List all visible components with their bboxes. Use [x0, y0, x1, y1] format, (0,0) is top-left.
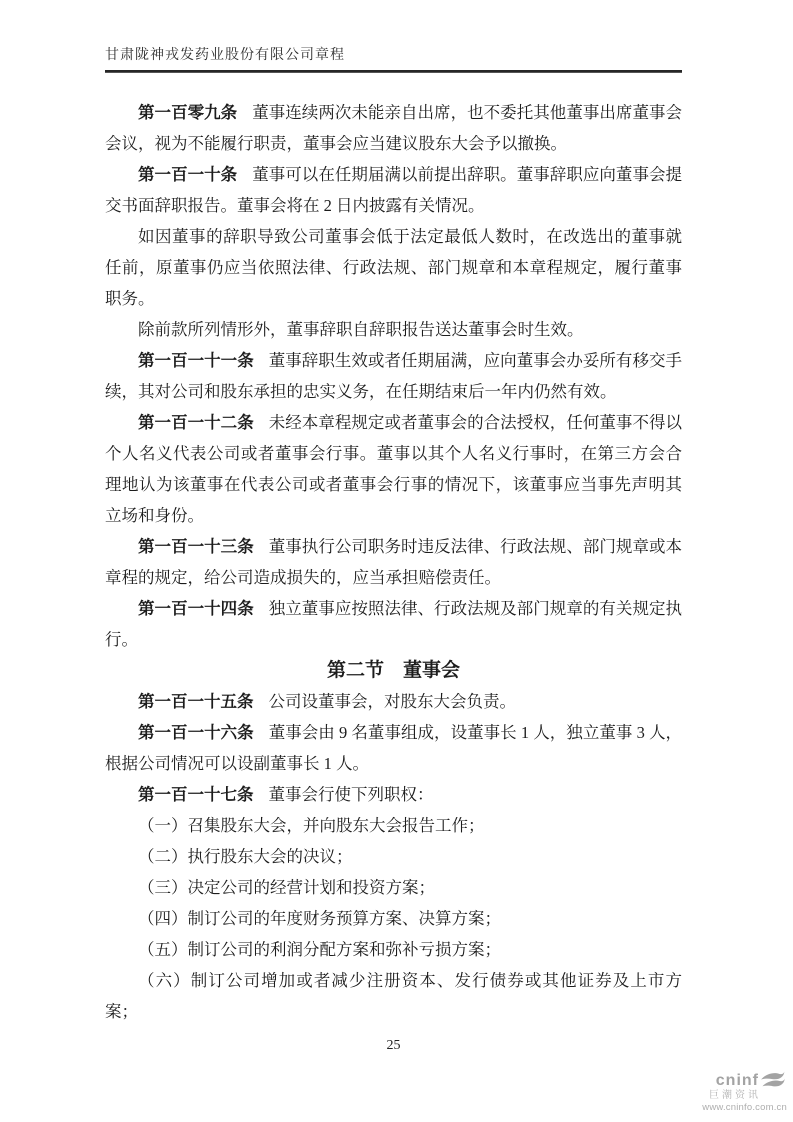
article-text: 董事连续两次未能亲自出席，也不委托其他董事出席董事会会议，视为不能履行职责，董事会应当建议股东大会予以撤换。: [105, 103, 683, 153]
list-item: （五）制订公司的利润分配方案和弥补亏损方案；: [138, 940, 501, 959]
article-paragraph: [105, 779, 682, 810]
article-text: 独立董事应按照法律、行政法规及部门规章的有关规定执行。: [105, 599, 683, 649]
article-number: 第一百一十三条: [138, 537, 254, 556]
list-item: （一）召集股东大会，并向股东大会报告工作；: [138, 816, 485, 835]
list-item: （六）制订公司增加或者减少注册资本、发行债券或其他证券及上市方案；: [105, 971, 682, 1021]
company-title: 甘肃陇神戎发药业股份有限公司章程: [105, 48, 345, 63]
article-number: 第一百零九条: [138, 103, 238, 122]
list-item: （二）执行股东大会的决议；: [138, 847, 353, 866]
cninfo-brand-text: cninf: [715, 1071, 759, 1089]
cninfo-chinese-name: 巨潮资讯: [709, 1090, 761, 1101]
article-paragraph: [105, 593, 682, 655]
article-paragraph: [105, 407, 682, 531]
article-number: 第一百一十一条: [138, 351, 254, 370]
article-text: 董事执行公司职务时违反法律、行政法规、部门规章或本章程的规定，给公司造成损失的，应当承担赔偿责任。: [105, 537, 683, 587]
cninfo-url: www.cninfo.com.cn: [702, 1102, 787, 1113]
article-text: 未经本章程规定或者董事会的合法授权，任何董事不得以个人名义代表公司或者董事会行事。董事以其个人名义行事时，在第三方会合理地认为该董事在代表公司或者董事会行事的情况下，该董事应当事先声明其立场和身份。: [105, 413, 683, 525]
article-text: 董事可以在任期届满以前提出辞职。董事辞职应向董事会提交书面辞职报告。董事会将在 2 日内披露有关情况。: [105, 165, 683, 215]
cninfo-logo: [691, 1071, 787, 1114]
list-item: （四）制订公司的年度财务预算方案、决算方案；: [138, 909, 501, 928]
article-paragraph: [105, 717, 682, 779]
list-item: （三）决定公司的经营计划和投资方案；: [138, 878, 435, 897]
page-number: 25: [386, 1038, 401, 1053]
article-text: 董事会行使下列职权：: [268, 785, 434, 804]
cninfo-brand-row: [691, 1071, 787, 1090]
paragraph: 如因董事的辞职导致公司董事会低于法定最低人数时，在改选出的董事就任前，原董事仍应当依照法律、行政法规、部门规章和本章程规定，履行董事职务。: [105, 227, 682, 308]
document-body: [105, 97, 682, 1027]
article-paragraph: [105, 345, 682, 407]
header-rule: [105, 70, 682, 73]
page-header: [105, 46, 682, 73]
article-number: 第一百一十七条: [138, 785, 254, 804]
article-number: 第一百一十六条: [138, 723, 254, 742]
article-text: 董事会由 9 名董事组成，设董事长 1 人，独立董事 3 人，根据公司情况可以设副董事长 1 人。: [105, 723, 683, 773]
article-paragraph: [105, 531, 682, 593]
article-paragraph: [105, 686, 682, 717]
article-number: 第一百一十二条: [138, 413, 254, 432]
article-text: 公司设董事会，对股东大会负责。: [268, 692, 516, 711]
section-heading: 第二节 董事会: [326, 660, 460, 681]
article-number: 第一百一十条: [138, 165, 238, 184]
article-paragraph: [105, 159, 682, 221]
article-paragraph: [105, 97, 682, 159]
article-number: 第一百一十五条: [138, 692, 254, 711]
cninfo-swirl-icon: [760, 1071, 785, 1090]
paragraph: 除前款所列情形外，董事辞职自辞职报告送达董事会时生效。: [138, 320, 584, 339]
article-text: 董事辞职生效或者任期届满，应向董事会办妥所有移交手续，其对公司和股东承担的忠实义务，在任期结束后一年内仍然有效。: [105, 351, 683, 401]
article-number: 第一百一十四条: [138, 599, 254, 618]
